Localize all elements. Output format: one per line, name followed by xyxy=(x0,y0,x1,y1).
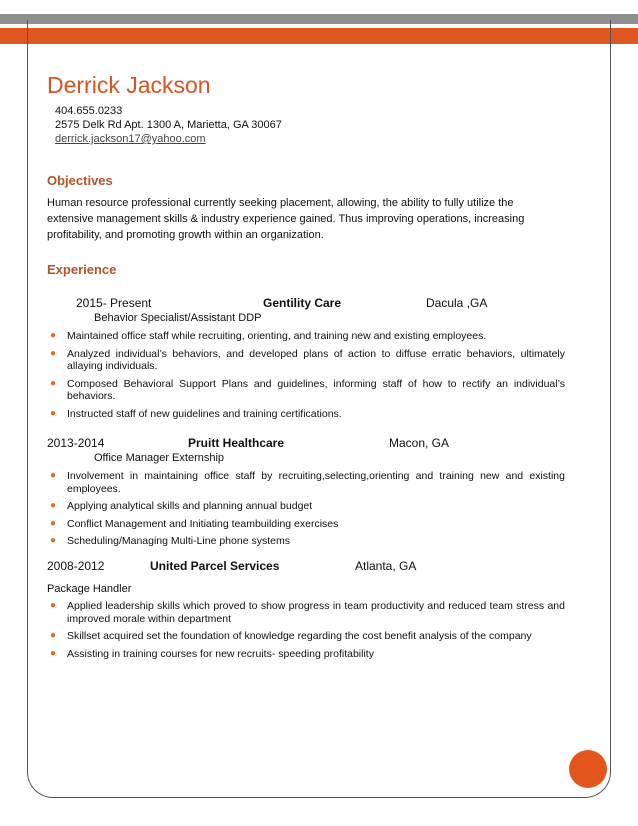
job-role: Office Manager Externship xyxy=(94,452,225,464)
list-item: ● Scheduling/Managing Multi-Line phone systems xyxy=(50,535,290,547)
objectives-text: Human resource professional currently seeking placement, allowing, the ability to fully utilize the extensive management skills & industry experience gained. Thus improving operations, increasing profitability, and promoting growth within an organization. xyxy=(47,197,525,241)
job-company: Gentility Care xyxy=(263,296,342,310)
job-bullet-list xyxy=(47,330,565,425)
job-role: Behavior Specialist/Assistant DDP xyxy=(94,312,262,324)
list-item: ● Assisting in training courses for new recruits- speeding profitability xyxy=(50,647,374,660)
job-company: United Parcel Services xyxy=(150,559,280,573)
email-link[interactable]: derrick.jackson17@yahoo.com xyxy=(55,133,206,145)
job-dates: 2015- Present xyxy=(76,296,152,310)
job-dates: 2013-2014 xyxy=(47,436,105,450)
list-item: ● Applying analytical skills and planning annual budget xyxy=(50,500,313,512)
list-item: ● Skillset acquired set the foundation of knowledge regarding the cost benefit analysis of the company xyxy=(50,630,532,642)
list-item: ● Involvement in maintaining office staff by recruiting,selecting,orienting and training new and existing employees. xyxy=(50,470,565,495)
bullet-dot-icon: ● xyxy=(50,600,57,611)
bullet-dot-icon: ● xyxy=(50,500,57,511)
bullet-dot-icon: ● xyxy=(50,347,57,359)
job-dates: 2008-2012 xyxy=(47,559,105,573)
list-item: ● Conflict Management and Initiating teambuilding exercises xyxy=(50,517,339,530)
bullet-dot-icon: ● xyxy=(50,470,57,481)
phone-number: 404.655.0233 xyxy=(55,105,123,117)
list-item: ● Composed Behavioral Support Plans and guidelines, informing staff of how to rectify an individual’s behaviors. xyxy=(50,377,565,402)
bullet-dot-icon: ● xyxy=(50,517,57,529)
contact-block xyxy=(55,104,282,146)
experience-heading: Experience xyxy=(47,262,117,277)
job-location: Atlanta, GA xyxy=(355,559,417,573)
bullet-dot-icon: ● xyxy=(50,630,57,641)
bullet-dot-icon: ● xyxy=(50,535,57,546)
job-company: Pruitt Healthcare xyxy=(188,436,285,450)
bullet-dot-icon: ● xyxy=(50,330,57,341)
job-role: Package Handler xyxy=(47,583,132,595)
bullet-dot-icon: ● xyxy=(50,647,57,659)
job-location: Dacula ,GA xyxy=(426,296,488,310)
job-bullet-list xyxy=(47,470,565,553)
address: 2575 Delk Rd Apt. 1300 A, Marietta, GA 30067 xyxy=(55,119,282,131)
bullet-dot-icon: ● xyxy=(50,377,57,389)
bullet-dot-icon: ● xyxy=(50,407,57,419)
decorative-orange-circle xyxy=(569,750,607,788)
job-bullet-list xyxy=(47,600,565,665)
candidate-name: Derrick Jackson xyxy=(47,72,211,98)
objectives-heading: Objectives xyxy=(47,173,113,188)
list-item: ● Maintained office staff while recruiting, orienting, and training new and existing employees. xyxy=(50,330,487,342)
list-item: ● Applied leadership skills which proved to show progress in team productivity and reduced team stress and improved morale within department xyxy=(50,600,565,625)
list-item: ● Analyzed individual’s behaviors, and developed plans of action to diffuse erratic behaviors, ultimately allaying individuals. xyxy=(50,347,565,372)
job-location: Macon, GA xyxy=(389,436,450,450)
list-item: ● Instructed staff of new guidelines and training certifications. xyxy=(50,407,342,420)
